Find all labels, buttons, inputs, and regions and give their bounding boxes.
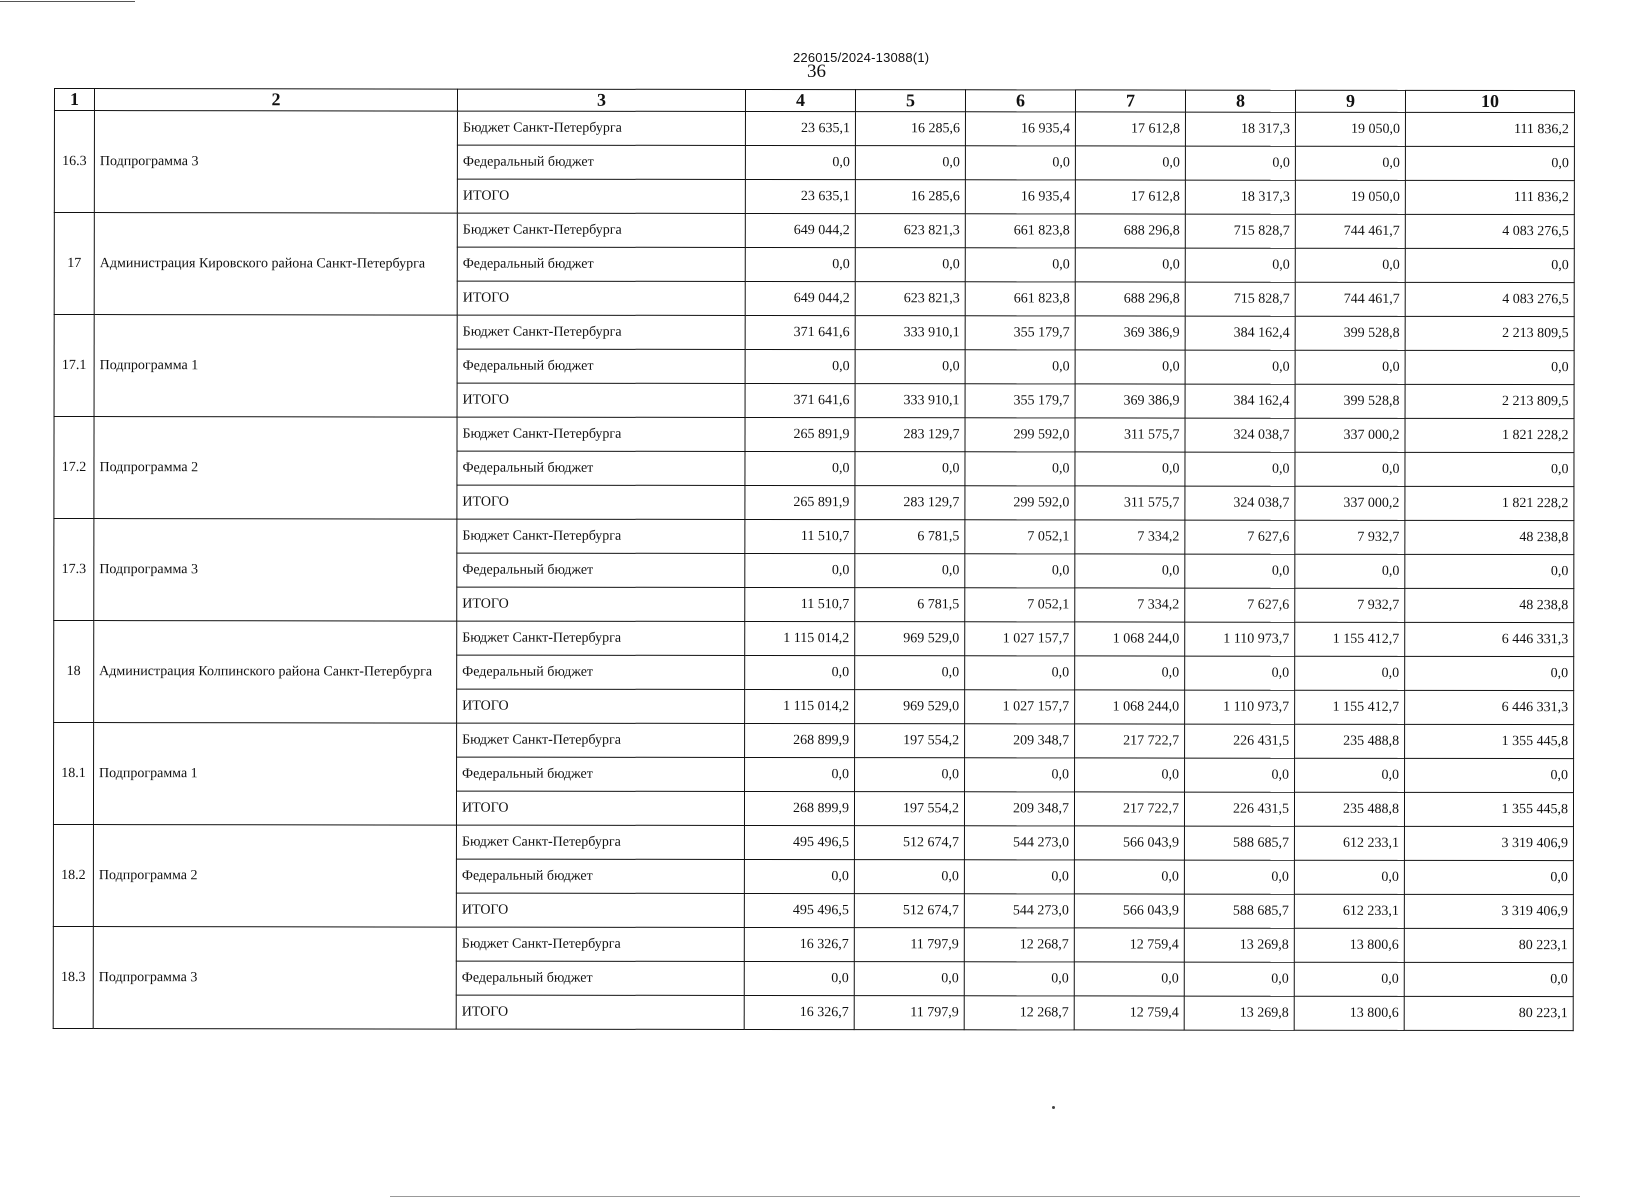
year-value: 355 179,7 bbox=[965, 316, 1075, 350]
year-value: 512 674,7 bbox=[854, 826, 964, 860]
row-number: 16.3 bbox=[54, 111, 94, 213]
year-value: 17 612,8 bbox=[1075, 112, 1185, 146]
year-value: 0,0 bbox=[1295, 248, 1405, 282]
year-value: 12 268,7 bbox=[964, 996, 1074, 1030]
year-value: 1 027 157,7 bbox=[965, 690, 1075, 724]
funding-source: ИТОГО bbox=[456, 791, 744, 825]
year-value: 11 510,7 bbox=[745, 519, 855, 553]
year-value: 209 348,7 bbox=[964, 792, 1074, 826]
year-value: 0,0 bbox=[745, 451, 855, 485]
year-value: 19 050,0 bbox=[1295, 180, 1405, 214]
year-value: 612 233,1 bbox=[1294, 894, 1404, 928]
year-value: 588 685,7 bbox=[1184, 894, 1294, 928]
table-row bbox=[54, 213, 1574, 249]
year-value: 217 722,7 bbox=[1075, 724, 1185, 758]
column-header: 4 bbox=[745, 89, 855, 111]
year-value: 566 043,9 bbox=[1074, 826, 1184, 860]
year-value: 333 910,1 bbox=[855, 384, 965, 418]
year-value: 23 635,1 bbox=[745, 111, 855, 145]
year-value: 235 488,8 bbox=[1294, 792, 1404, 826]
year-value: 0,0 bbox=[965, 758, 1075, 792]
year-value: 12 759,4 bbox=[1074, 928, 1184, 962]
column-header: 7 bbox=[1075, 90, 1185, 112]
year-value: 12 759,4 bbox=[1074, 996, 1184, 1030]
year-value: 371 641,6 bbox=[745, 383, 855, 417]
year-value: 7 932,7 bbox=[1295, 520, 1405, 554]
funding-source: Федеральный бюджет bbox=[457, 349, 745, 383]
column-header: 8 bbox=[1185, 90, 1295, 112]
total-value: 6 446 331,3 bbox=[1405, 622, 1574, 656]
total-value: 48 238,8 bbox=[1405, 588, 1574, 622]
year-value: 16 285,6 bbox=[855, 180, 965, 214]
year-value: 1 115 014,2 bbox=[745, 689, 855, 723]
total-value: 0,0 bbox=[1405, 452, 1574, 486]
year-value: 0,0 bbox=[745, 349, 855, 383]
table-row bbox=[54, 723, 1574, 759]
year-value: 1 110 973,7 bbox=[1185, 622, 1295, 656]
year-value: 265 891,9 bbox=[745, 417, 855, 451]
year-value: 384 162,4 bbox=[1185, 384, 1295, 418]
year-value: 512 674,7 bbox=[854, 894, 964, 928]
funding-source: Федеральный бюджет bbox=[457, 757, 745, 791]
year-value: 1 068 244,0 bbox=[1075, 622, 1185, 656]
year-value: 744 461,7 bbox=[1295, 282, 1405, 316]
year-value: 0,0 bbox=[744, 859, 854, 893]
year-value: 0,0 bbox=[854, 962, 964, 996]
page-number: 36 bbox=[807, 61, 826, 82]
year-value: 7 052,1 bbox=[965, 588, 1075, 622]
year-value: 7 334,2 bbox=[1075, 588, 1185, 622]
total-value: 0,0 bbox=[1404, 962, 1573, 996]
total-value: 3 319 406,9 bbox=[1404, 826, 1573, 860]
year-value: 0,0 bbox=[964, 860, 1074, 894]
row-number: 18.1 bbox=[53, 723, 93, 825]
year-value: 337 000,2 bbox=[1295, 418, 1405, 452]
year-value: 0,0 bbox=[1184, 860, 1294, 894]
year-value: 0,0 bbox=[1185, 248, 1295, 282]
year-value: 0,0 bbox=[1185, 554, 1295, 588]
funding-source: Бюджет Санкт-Петербурга bbox=[456, 927, 744, 961]
funding-source: Федеральный бюджет bbox=[457, 553, 745, 587]
year-value: 0,0 bbox=[745, 145, 855, 179]
year-value: 311 575,7 bbox=[1075, 418, 1185, 452]
year-value: 369 386,9 bbox=[1075, 316, 1185, 350]
year-value: 16 326,7 bbox=[744, 927, 854, 961]
total-value: 0,0 bbox=[1405, 248, 1574, 282]
program-name: Администрация Колпинского района Санкт-Петербурга bbox=[94, 621, 457, 724]
total-value: 3 319 406,9 bbox=[1404, 894, 1573, 928]
funding-source: Бюджет Санкт-Петербурга bbox=[457, 519, 745, 553]
year-value: 0,0 bbox=[965, 656, 1075, 690]
funding-source: Федеральный бюджет bbox=[456, 961, 744, 995]
year-value: 11 797,9 bbox=[854, 996, 964, 1030]
total-value: 0,0 bbox=[1405, 554, 1574, 588]
total-value: 0,0 bbox=[1404, 860, 1573, 894]
row-number: 17.3 bbox=[54, 519, 94, 621]
program-name: Подпрограмма 3 bbox=[94, 111, 457, 214]
total-value: 4 083 276,5 bbox=[1405, 214, 1574, 248]
year-value: 0,0 bbox=[1295, 146, 1405, 180]
total-value: 0,0 bbox=[1405, 758, 1574, 792]
year-value: 1 155 412,7 bbox=[1295, 690, 1405, 724]
year-value: 588 685,7 bbox=[1184, 826, 1294, 860]
year-value: 612 233,1 bbox=[1294, 826, 1404, 860]
year-value: 649 044,2 bbox=[745, 213, 855, 247]
year-value: 544 273,0 bbox=[964, 826, 1074, 860]
year-value: 495 496,5 bbox=[744, 893, 854, 927]
program-name: Подпрограмма 3 bbox=[93, 927, 456, 1030]
year-value: 0,0 bbox=[1185, 146, 1295, 180]
total-value: 80 223,1 bbox=[1404, 996, 1573, 1030]
total-value: 1 821 228,2 bbox=[1405, 486, 1574, 520]
funding-source: Бюджет Санкт-Петербурга bbox=[457, 621, 745, 655]
table-row bbox=[54, 315, 1574, 351]
funding-source: Бюджет Санкт-Петербурга bbox=[456, 825, 744, 859]
year-value: 16 326,7 bbox=[744, 995, 854, 1029]
year-value: 0,0 bbox=[1075, 350, 1185, 384]
column-header: 1 bbox=[54, 89, 94, 111]
total-value: 0,0 bbox=[1405, 350, 1574, 384]
year-value: 0,0 bbox=[1185, 350, 1295, 384]
funding-source: Бюджет Санкт-Петербурга bbox=[457, 213, 745, 247]
total-value: 1 821 228,2 bbox=[1405, 418, 1574, 452]
year-value: 715 828,7 bbox=[1185, 214, 1295, 248]
year-value: 384 162,4 bbox=[1185, 316, 1295, 350]
funding-source: Бюджет Санкт-Петербурга bbox=[457, 111, 745, 145]
year-value: 0,0 bbox=[745, 757, 855, 791]
year-value: 969 529,0 bbox=[855, 690, 965, 724]
total-value: 4 083 276,5 bbox=[1405, 282, 1574, 316]
funding-source: Федеральный бюджет bbox=[457, 247, 745, 281]
total-value: 6 446 331,3 bbox=[1405, 690, 1574, 724]
funding-source: ИТОГО bbox=[456, 893, 744, 927]
year-value: 0,0 bbox=[1294, 962, 1404, 996]
year-value: 0,0 bbox=[965, 146, 1075, 180]
total-value: 1 355 445,8 bbox=[1405, 724, 1574, 758]
funding-source: Федеральный бюджет bbox=[457, 451, 745, 485]
year-value: 744 461,7 bbox=[1295, 214, 1405, 248]
year-value: 17 612,8 bbox=[1075, 180, 1185, 214]
row-number: 17 bbox=[54, 213, 94, 315]
year-value: 7 627,6 bbox=[1185, 588, 1295, 622]
total-value: 0,0 bbox=[1405, 146, 1574, 180]
program-name: Администрация Кировского района Санкт-Петербурга bbox=[94, 213, 457, 316]
total-value: 2 213 809,5 bbox=[1405, 316, 1574, 350]
budget-table bbox=[53, 88, 1575, 1031]
year-value: 1 155 412,7 bbox=[1295, 622, 1405, 656]
year-value: 0,0 bbox=[1295, 758, 1405, 792]
funding-source: ИТОГО bbox=[457, 485, 745, 519]
program-name: Подпрограмма 1 bbox=[93, 723, 456, 826]
scan-artifact-line bbox=[390, 1196, 1580, 1197]
funding-source: Бюджет Санкт-Петербурга bbox=[457, 417, 745, 451]
year-value: 0,0 bbox=[1075, 758, 1185, 792]
program-name: Подпрограмма 2 bbox=[94, 417, 457, 520]
year-value: 7 932,7 bbox=[1295, 588, 1405, 622]
funding-source: ИТОГО bbox=[457, 281, 745, 315]
year-value: 0,0 bbox=[965, 452, 1075, 486]
year-value: 715 828,7 bbox=[1185, 282, 1295, 316]
year-value: 324 038,7 bbox=[1185, 486, 1295, 520]
table-row bbox=[53, 926, 1573, 962]
year-value: 16 935,4 bbox=[965, 180, 1075, 214]
year-value: 0,0 bbox=[965, 350, 1075, 384]
program-name: Подпрограмма 1 bbox=[94, 315, 457, 418]
row-number: 17.1 bbox=[54, 315, 94, 417]
year-value: 226 431,5 bbox=[1184, 792, 1294, 826]
year-value: 11 797,9 bbox=[854, 928, 964, 962]
column-header: 9 bbox=[1295, 90, 1405, 112]
table-row bbox=[54, 111, 1574, 147]
year-value: 495 496,5 bbox=[744, 825, 854, 859]
funding-source: ИТОГО bbox=[457, 383, 745, 417]
column-header: 2 bbox=[94, 89, 457, 112]
year-value: 544 273,0 bbox=[964, 894, 1074, 928]
year-value: 0,0 bbox=[745, 553, 855, 587]
row-number: 18 bbox=[54, 621, 94, 723]
funding-source: Бюджет Санкт-Петербурга bbox=[457, 723, 745, 757]
year-value: 0,0 bbox=[855, 248, 965, 282]
table-row bbox=[54, 621, 1574, 657]
row-number: 17.2 bbox=[54, 417, 94, 519]
funding-source: Федеральный бюджет bbox=[457, 655, 745, 689]
year-value: 623 821,3 bbox=[855, 282, 965, 316]
year-value: 0,0 bbox=[1075, 146, 1185, 180]
year-value: 18 317,3 bbox=[1185, 180, 1295, 214]
year-value: 0,0 bbox=[1295, 350, 1405, 384]
table-row bbox=[54, 519, 1574, 555]
funding-source: Федеральный бюджет bbox=[456, 859, 744, 893]
year-value: 16 935,4 bbox=[965, 112, 1075, 146]
funding-source: Федеральный бюджет bbox=[457, 145, 745, 179]
row-number: 18.2 bbox=[53, 825, 93, 927]
year-value: 0,0 bbox=[855, 758, 965, 792]
year-value: 197 554,2 bbox=[855, 724, 965, 758]
year-value: 16 285,6 bbox=[855, 112, 965, 146]
funding-source: ИТОГО bbox=[457, 587, 745, 621]
table-row bbox=[53, 825, 1573, 861]
year-value: 13 800,6 bbox=[1294, 996, 1404, 1030]
funding-source: Бюджет Санкт-Петербурга bbox=[457, 315, 745, 349]
year-value: 6 781,5 bbox=[855, 588, 965, 622]
year-value: 0,0 bbox=[1185, 758, 1295, 792]
total-value: 1 355 445,8 bbox=[1404, 792, 1573, 826]
funding-source: ИТОГО bbox=[457, 689, 745, 723]
year-value: 0,0 bbox=[1075, 452, 1185, 486]
year-value: 969 529,0 bbox=[855, 622, 965, 656]
year-value: 0,0 bbox=[1074, 962, 1184, 996]
year-value: 566 043,9 bbox=[1074, 894, 1184, 928]
year-value: 649 044,2 bbox=[745, 281, 855, 315]
program-name: Подпрограмма 2 bbox=[93, 825, 456, 928]
year-value: 0,0 bbox=[1294, 860, 1404, 894]
year-value: 0,0 bbox=[1075, 554, 1185, 588]
year-value: 12 268,7 bbox=[964, 928, 1074, 962]
year-value: 18 317,3 bbox=[1185, 112, 1295, 146]
year-value: 0,0 bbox=[855, 350, 965, 384]
year-value: 197 554,2 bbox=[854, 792, 964, 826]
year-value: 268 899,9 bbox=[745, 723, 855, 757]
year-value: 0,0 bbox=[1074, 860, 1184, 894]
table-body bbox=[53, 111, 1574, 1031]
year-value: 0,0 bbox=[855, 554, 965, 588]
year-value: 1 027 157,7 bbox=[965, 622, 1075, 656]
row-number: 18.3 bbox=[53, 926, 93, 1028]
year-value: 688 296,8 bbox=[1075, 214, 1185, 248]
year-value: 369 386,9 bbox=[1075, 384, 1185, 418]
year-value: 7 627,6 bbox=[1185, 520, 1295, 554]
year-value: 0,0 bbox=[965, 248, 1075, 282]
year-value: 0,0 bbox=[744, 961, 854, 995]
year-value: 355 179,7 bbox=[965, 384, 1075, 418]
funding-source: ИТОГО bbox=[457, 179, 745, 213]
year-value: 7 052,1 bbox=[965, 520, 1075, 554]
total-value: 0,0 bbox=[1405, 656, 1574, 690]
total-value: 80 223,1 bbox=[1404, 928, 1573, 962]
year-value: 324 038,7 bbox=[1185, 418, 1295, 452]
year-value: 0,0 bbox=[1295, 656, 1405, 690]
year-value: 0,0 bbox=[1075, 248, 1185, 282]
column-header: 3 bbox=[457, 89, 745, 111]
year-value: 0,0 bbox=[855, 146, 965, 180]
year-value: 235 488,8 bbox=[1295, 724, 1405, 758]
year-value: 0,0 bbox=[745, 655, 855, 689]
year-value: 226 431,5 bbox=[1185, 724, 1295, 758]
year-value: 1 115 014,2 bbox=[745, 621, 855, 655]
year-value: 209 348,7 bbox=[965, 724, 1075, 758]
year-value: 1 068 244,0 bbox=[1075, 690, 1185, 724]
year-value: 333 910,1 bbox=[855, 316, 965, 350]
year-value: 0,0 bbox=[855, 452, 965, 486]
year-value: 399 528,8 bbox=[1295, 316, 1405, 350]
year-value: 337 000,2 bbox=[1295, 486, 1405, 520]
year-value: 0,0 bbox=[1075, 656, 1185, 690]
year-value: 1 110 973,7 bbox=[1185, 690, 1295, 724]
scan-artifact-line bbox=[0, 1, 135, 2]
year-value: 661 823,8 bbox=[965, 282, 1075, 316]
year-value: 0,0 bbox=[1185, 452, 1295, 486]
year-value: 0,0 bbox=[855, 656, 965, 690]
document-id: 226015/2024-13088(1) bbox=[793, 50, 930, 65]
year-value: 6 781,5 bbox=[855, 520, 965, 554]
year-value: 265 891,9 bbox=[745, 485, 855, 519]
year-value: 299 592,0 bbox=[965, 418, 1075, 452]
year-value: 19 050,0 bbox=[1295, 112, 1405, 146]
total-value: 111 836,2 bbox=[1405, 112, 1574, 146]
year-value: 268 899,9 bbox=[744, 791, 854, 825]
year-value: 688 296,8 bbox=[1075, 282, 1185, 316]
year-value: 283 129,7 bbox=[855, 486, 965, 520]
year-value: 217 722,7 bbox=[1074, 792, 1184, 826]
year-value: 623 821,3 bbox=[855, 214, 965, 248]
year-value: 399 528,8 bbox=[1295, 384, 1405, 418]
year-value: 0,0 bbox=[854, 860, 964, 894]
total-value: 48 238,8 bbox=[1405, 520, 1574, 554]
year-value: 661 823,8 bbox=[965, 214, 1075, 248]
funding-source: ИТОГО bbox=[456, 995, 744, 1029]
year-value: 23 635,1 bbox=[745, 179, 855, 213]
year-value: 299 592,0 bbox=[965, 486, 1075, 520]
year-value: 311 575,7 bbox=[1075, 486, 1185, 520]
year-value: 0,0 bbox=[965, 554, 1075, 588]
scan-artifact-dot bbox=[1052, 1106, 1055, 1109]
year-value: 0,0 bbox=[1185, 656, 1295, 690]
year-value: 0,0 bbox=[964, 962, 1074, 996]
year-value: 371 641,6 bbox=[745, 315, 855, 349]
total-value: 111 836,2 bbox=[1405, 180, 1574, 214]
table-row bbox=[54, 417, 1574, 453]
year-value: 13 269,8 bbox=[1184, 928, 1294, 962]
program-name: Подпрограмма 3 bbox=[94, 519, 457, 622]
column-number-row bbox=[54, 89, 1574, 113]
column-header: 6 bbox=[965, 90, 1075, 112]
year-value: 7 334,2 bbox=[1075, 520, 1185, 554]
total-value: 2 213 809,5 bbox=[1405, 384, 1574, 418]
year-value: 0,0 bbox=[1295, 554, 1405, 588]
year-value: 0,0 bbox=[1184, 962, 1294, 996]
year-value: 0,0 bbox=[745, 247, 855, 281]
year-value: 0,0 bbox=[1295, 452, 1405, 486]
year-value: 13 800,6 bbox=[1294, 928, 1404, 962]
column-header: 5 bbox=[855, 90, 965, 112]
year-value: 11 510,7 bbox=[745, 587, 855, 621]
year-value: 13 269,8 bbox=[1184, 996, 1294, 1030]
year-value: 283 129,7 bbox=[855, 418, 965, 452]
column-header: 10 bbox=[1405, 90, 1574, 112]
